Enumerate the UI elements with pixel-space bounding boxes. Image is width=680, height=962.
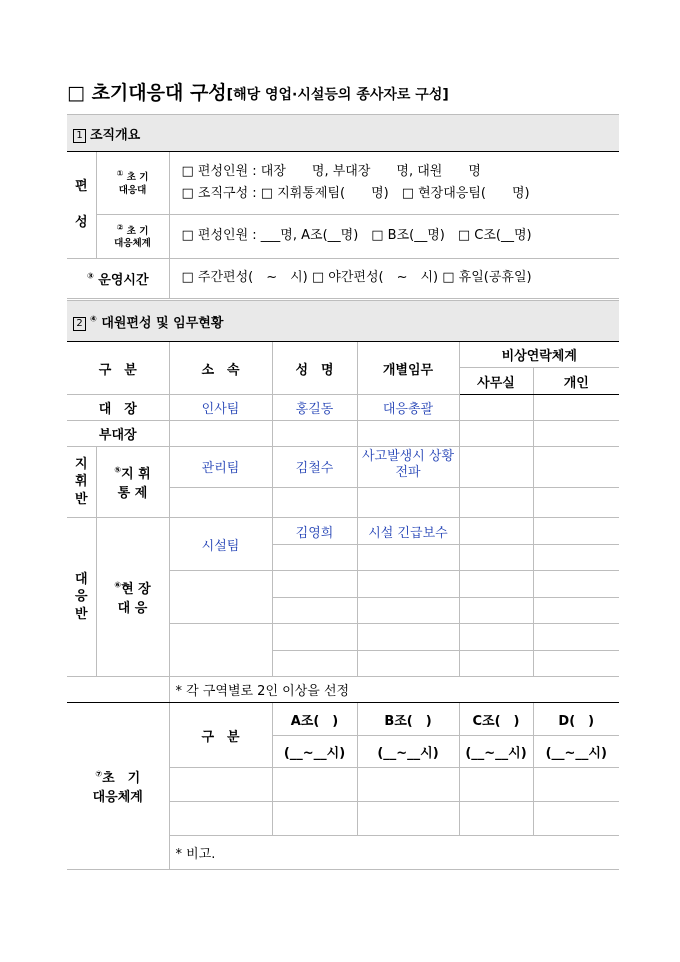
- col-office: 사무실: [459, 368, 533, 395]
- team-b-header: B조( ): [357, 703, 459, 736]
- shift-category: 구 분: [169, 703, 272, 768]
- response-duty: 시설 긴급보수: [357, 518, 459, 545]
- team-a-time: (__~__시): [272, 736, 357, 768]
- title-sub: [해당 영업·시설등의 종사자로 구성]: [226, 87, 449, 103]
- composition-label: [67, 152, 96, 259]
- organization-overview-table: [67, 114, 619, 299]
- operating-hours-value: □ 주간편성( ~ 시) □ 야간편성( ~ 시) □ 휴일(공휴일): [169, 259, 619, 299]
- response-note: * 각 구역별로 2인 이상을 선정: [169, 677, 619, 703]
- col-duty: 개별임무: [357, 342, 459, 395]
- section2-title: 대원편성 및 임무현황: [101, 315, 224, 331]
- circled-3: ③: [86, 271, 94, 281]
- composition-label-top: 편: [74, 178, 88, 194]
- leader-label: 대 장: [67, 395, 169, 421]
- command-name: 김철수: [272, 447, 357, 488]
- operating-hours-label: ③ 운영시간: [67, 259, 169, 299]
- table-row: [67, 518, 619, 545]
- team-c-time: (__~__시): [459, 736, 533, 768]
- response-name: 김영희: [272, 518, 357, 545]
- col-category: 구 분: [67, 342, 169, 395]
- col-name: 성 명: [272, 342, 357, 395]
- circled-4: ④: [90, 314, 97, 324]
- circled-2: ②: [116, 222, 124, 232]
- circled-6: ⑥: [114, 580, 122, 590]
- initial-response-team-label: ① 초 기 대응대: [96, 152, 169, 215]
- col-emergency-contact: 비상연락체계: [459, 342, 619, 368]
- shift-system-label: ⑦초 기 대응체계: [67, 703, 169, 870]
- response-group-label: [67, 518, 96, 677]
- team-c-header: C조( ): [459, 703, 533, 736]
- command-group-label: [67, 447, 96, 518]
- leader-name: 홍길동: [272, 395, 357, 421]
- response-subgroup-label: ⑥현 장 대 응: [96, 518, 169, 677]
- section2-number: 2: [73, 317, 86, 331]
- table-row: [67, 703, 619, 736]
- circled-7: ⑦: [95, 769, 103, 779]
- response-affiliation: 시설팀: [169, 518, 272, 571]
- command-group-text: 지 휘 반: [74, 456, 88, 507]
- table-row: [67, 677, 619, 703]
- team-duty-table: [67, 300, 619, 870]
- leader-duty: 대응총괄: [357, 395, 459, 421]
- command-subgroup-label: ⑤지 휘 통 제: [96, 447, 169, 518]
- vice-leader-label: 부대장: [67, 421, 169, 447]
- page-title: [67, 78, 449, 105]
- staffing-line: □ 편성인원 : 대장 명, 부대장 명, 대원 명: [181, 163, 481, 179]
- col-personal: 개인: [533, 368, 619, 395]
- command-affiliation: 관리팀: [169, 447, 272, 488]
- circled-1: ①: [116, 169, 124, 179]
- section1-header: [67, 115, 619, 152]
- section1-title: 조직개요: [90, 127, 141, 143]
- col-affiliation: 소 속: [169, 342, 272, 395]
- title-main: □ 초기대응대 구성: [67, 82, 227, 104]
- leader-affiliation: 인사팀: [169, 395, 272, 421]
- initial-response-team-details: [169, 152, 619, 215]
- team-a-header: A조( ): [272, 703, 357, 736]
- table-row: [67, 395, 619, 421]
- response-group-text: 대 응 반: [74, 571, 88, 622]
- table-row: [67, 447, 619, 488]
- team-d-header: D( ): [533, 703, 619, 736]
- section2-header: [67, 301, 619, 342]
- command-duty: 사고발생시 상황 전파: [357, 447, 459, 488]
- circled-5: ⑤: [114, 465, 122, 475]
- team-b-time: (__~__시): [357, 736, 459, 768]
- composition-label-bottom: 성: [74, 215, 88, 230]
- team-d-time: (__~__시): [533, 736, 619, 768]
- structure-line: □ 조직구성 : □ 지휘통제팀( 명) □ 현장대응팀( 명): [181, 186, 530, 201]
- table-row: [67, 421, 619, 447]
- section1-number: 1: [73, 129, 86, 143]
- initial-response-system-details: □ 편성인원 : ___명, A조(__명) □ B조(__명) □ C조(__명): [169, 215, 619, 259]
- initial-response-system-label: ② 초 기 대응체계: [96, 215, 169, 259]
- shift-remark: * 비고.: [169, 836, 619, 870]
- leader-personal: [533, 395, 619, 421]
- leader-office: [459, 395, 533, 421]
